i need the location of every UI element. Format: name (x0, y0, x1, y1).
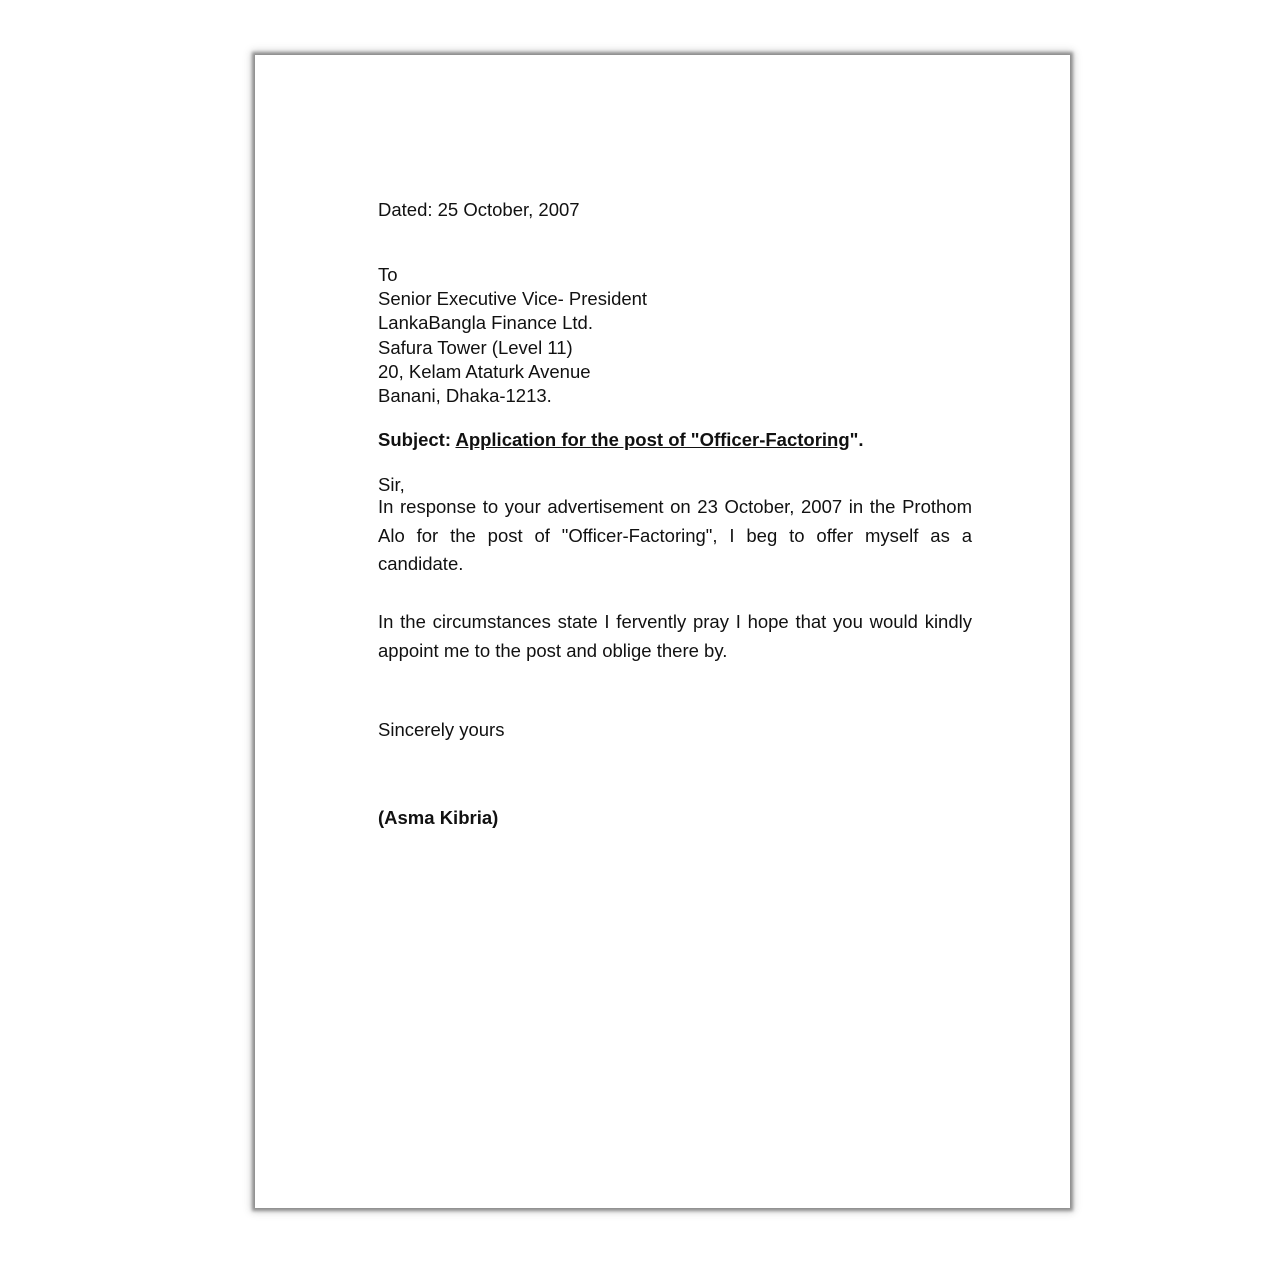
body-paragraph-1: In response to your advertisement on 23 October, 2007 in the Prothom Alo for the post of "Officer-Factoring", I beg to offer myself as a candidate. (378, 496, 972, 575)
recipient-company: LankaBangla Finance Ltd. (378, 312, 593, 334)
subject-text: Application for the post of "Officer-Factoring (455, 429, 850, 450)
letter-date: Dated: 25 October, 2007 (378, 199, 580, 220)
recipient-address (378, 263, 647, 408)
recipient-title: Senior Executive Vice- President (378, 288, 648, 310)
recipient-street: 20, Kelam Ataturk Avenue (378, 360, 591, 382)
recipient-building: Safura Tower (Level 11) (378, 336, 573, 358)
closing: Sincerely yours (378, 719, 505, 740)
salutation: Sir, (378, 474, 405, 495)
address-to: To (378, 264, 398, 285)
body-paragraph-2: In the circumstances state I fervently pray I hope that you would kindly appoint me to the post and oblige there by. (378, 611, 972, 661)
subject-suffix: ". (849, 429, 864, 450)
letter-page (255, 55, 1070, 1208)
subject-line (378, 428, 864, 452)
recipient-city: Banani, Dhaka-1213. (378, 385, 552, 407)
signature-name: (Asma Kibria) (378, 807, 499, 828)
subject-label: Subject: (378, 429, 451, 450)
